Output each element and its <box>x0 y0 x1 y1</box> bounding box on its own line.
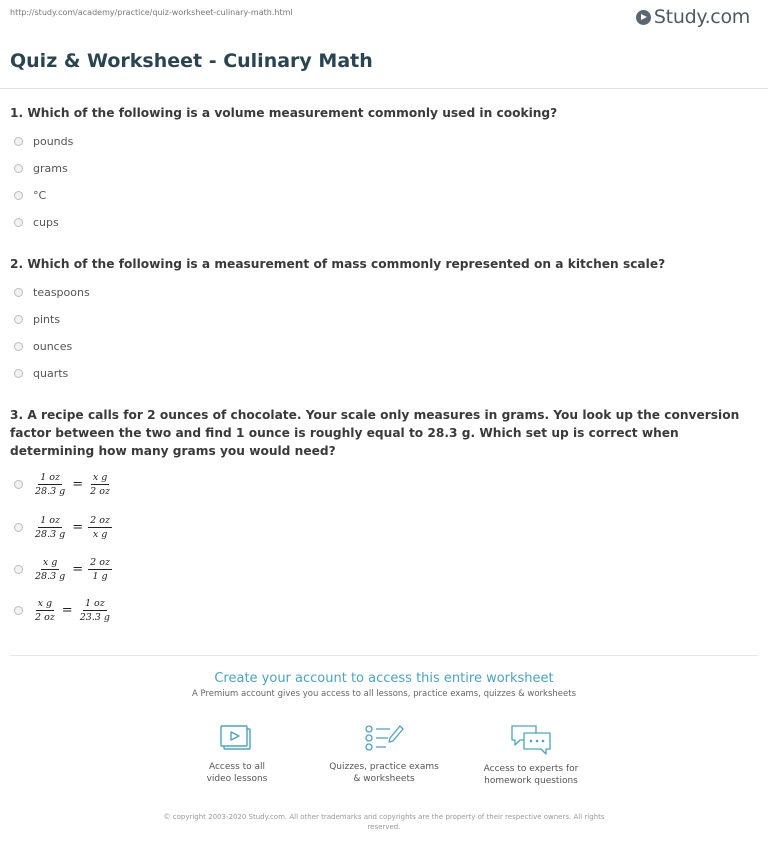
proportion-equation <box>33 557 112 582</box>
numerator: 2 oz <box>90 515 110 526</box>
equals-sign: = <box>72 520 84 535</box>
title-divider <box>0 88 768 89</box>
option-label: pints <box>33 313 61 326</box>
question-2: 2. Which of the following is a measurement of mass commonly represented on a kitchen scale? <box>10 257 666 271</box>
feature-quizzes <box>309 724 459 785</box>
page-url: http://study.com/academy/practice/quiz-worksheet-culinary-math.html <box>10 8 293 17</box>
option-label: pounds <box>33 135 74 148</box>
denominator: x g <box>92 529 108 540</box>
denominator: 2 oz <box>90 486 110 497</box>
option-label: cups <box>33 216 59 229</box>
option-label: grams <box>33 162 68 175</box>
fraction-right <box>88 557 112 582</box>
q2-option-2[interactable] <box>14 313 60 326</box>
chat-bubbles-icon <box>510 724 552 756</box>
denominator: 2 oz <box>35 612 55 623</box>
q1-option-2[interactable] <box>14 162 68 175</box>
radio-button[interactable] <box>14 480 23 489</box>
feature-label-line2: video lessons <box>206 774 268 784</box>
q3-option-4[interactable] <box>14 598 112 623</box>
denominator: 28.3 g <box>35 529 66 540</box>
play-logo-icon <box>636 10 651 25</box>
radio-button[interactable] <box>14 288 23 297</box>
numerator: x g <box>37 598 53 609</box>
equals-sign: = <box>72 477 84 492</box>
radio-button[interactable] <box>14 218 23 227</box>
premium-description: A Premium account gives you access to all lessons, practice exams, quizzes & worksheets <box>191 689 577 699</box>
numerator: x g <box>92 472 108 483</box>
fraction-right <box>88 472 112 497</box>
fraction-left <box>33 598 57 623</box>
radio-button[interactable] <box>14 369 23 378</box>
question-3: 3. A recipe calls for 2 ounces of chocolate. Your scale only measures in grams. You look up the conversion factor between the two and find 1 ounce is roughly equal to 28.3 g. Which set up is correct when determining how many grams you would need? <box>10 408 740 458</box>
q2-option-1[interactable] <box>14 286 90 299</box>
feature-experts <box>456 724 606 787</box>
denominator: 28.3 g <box>35 571 66 582</box>
copyright-line2: reserved. <box>367 823 401 831</box>
radio-button[interactable] <box>14 606 23 615</box>
q2-option-3[interactable] <box>14 340 72 353</box>
logo-text: Study.com <box>653 6 750 28</box>
quiz-checklist-icon <box>364 724 404 754</box>
numerator: 1 oz <box>84 598 105 609</box>
radio-button[interactable] <box>14 164 23 173</box>
numerator: 2 oz <box>90 557 110 568</box>
option-label: ounces <box>33 340 73 353</box>
fraction-right <box>78 598 112 623</box>
proportion-equation <box>33 515 112 540</box>
numerator: 1 oz <box>40 515 61 526</box>
feature-video-lessons <box>162 724 312 785</box>
feature-label-line1: Access to experts for <box>483 764 579 774</box>
equals-sign: = <box>61 603 73 618</box>
video-lesson-icon <box>220 724 254 754</box>
radio-button[interactable] <box>14 191 23 200</box>
feature-label-line1: Quizzes, practice exams <box>329 762 439 772</box>
fraction-left <box>33 472 67 497</box>
option-label: teaspoons <box>33 286 90 299</box>
feature-label-line2: & worksheets <box>353 774 415 784</box>
denominator: 28.3 g <box>35 486 66 497</box>
q1-option-1[interactable] <box>14 135 73 148</box>
q3-option-3[interactable] <box>14 557 112 582</box>
create-account-link[interactable]: Create your account to access this entire worksheet <box>214 671 554 686</box>
equals-sign: = <box>72 562 84 577</box>
radio-button[interactable] <box>14 523 23 532</box>
option-label: quarts <box>33 367 69 380</box>
q1-option-4[interactable] <box>14 216 59 229</box>
option-label: °C <box>33 189 47 202</box>
fraction-right <box>88 515 112 540</box>
fraction-left <box>33 557 67 582</box>
copyright-notice <box>0 812 768 832</box>
numerator: x g <box>42 557 58 568</box>
feature-label-line1: Access to all <box>208 762 266 772</box>
q1-option-3[interactable] <box>14 189 46 202</box>
q3-option-1[interactable] <box>14 472 112 497</box>
denominator: 1 g <box>92 571 108 582</box>
radio-button[interactable] <box>14 342 23 351</box>
radio-button[interactable] <box>14 315 23 324</box>
numerator: 1 oz <box>40 472 61 483</box>
radio-button[interactable] <box>14 565 23 574</box>
fraction-left <box>33 515 67 540</box>
promo-divider <box>10 655 758 656</box>
denominator: 23.3 g <box>79 612 110 623</box>
question-1: 1. Which of the following is a volume measurement commonly used in cooking? <box>10 106 558 120</box>
q3-option-2[interactable] <box>14 515 112 540</box>
proportion-equation <box>33 598 112 623</box>
page-title: Quiz & Worksheet - Culinary Math <box>10 50 373 72</box>
feature-label-line2: homework questions <box>484 776 578 786</box>
radio-button[interactable] <box>14 137 23 146</box>
copyright-line1: © copyright 2003-2020 Study.com. All other trademarks and copyrights are the property of their respective owners. All rights <box>163 813 605 821</box>
proportion-equation <box>33 472 112 497</box>
study-logo[interactable] <box>636 6 750 28</box>
q2-option-4[interactable] <box>14 367 68 380</box>
